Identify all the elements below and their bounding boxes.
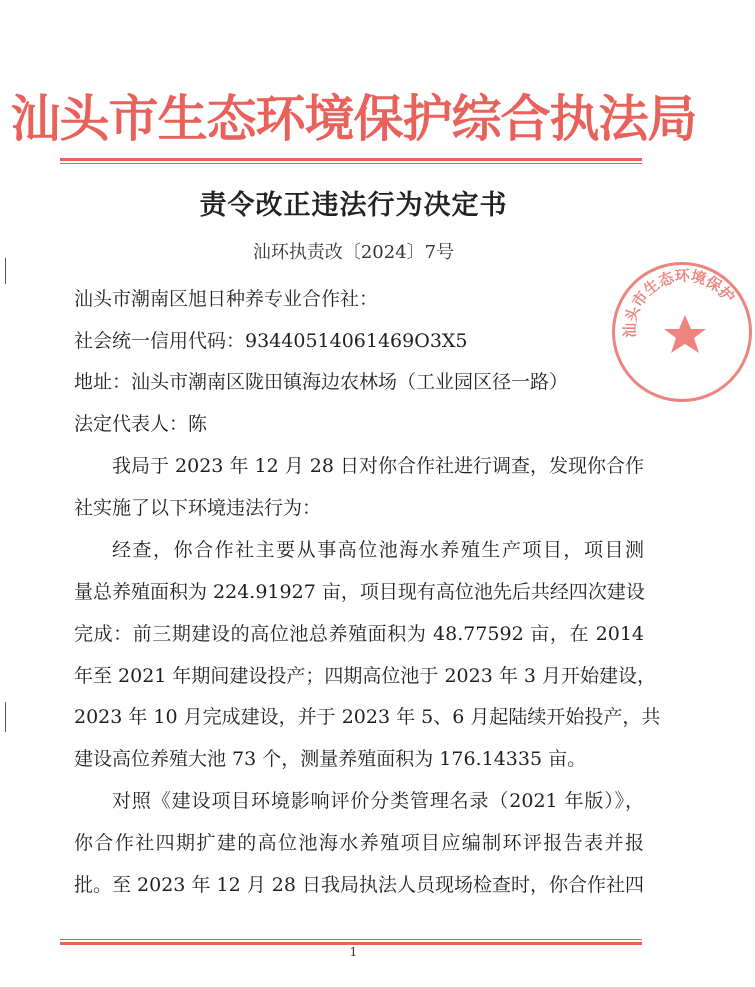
paragraph-2-line-1: 经查，你合作社主要从事高位池海水养殖生产项目，项目测: [112, 539, 644, 561]
paragraph-2-line-3: 完成：前三期建设的高位池总养殖面积为 48.77592 亩，在 2014: [74, 623, 644, 645]
scan-margin-mark: [5, 702, 6, 732]
agency-letterhead-title: 汕头市生态环境保护综合执法局: [10, 89, 697, 148]
paragraph-1-line-1: 我局于 2023 年 12 月 28 日对你合作社进行调查，发现你合作: [112, 455, 644, 477]
document-number: 汕环执责改〔2024〕7号: [252, 242, 455, 263]
paragraph-1-line-2: 社实施了以下环境违法行为：: [74, 497, 322, 519]
paragraph-2-line-6: 建设高位养殖大池 73 个，测量养殖面积为 176.14335 亩。: [74, 748, 587, 770]
letterhead-rule-thick: [60, 158, 642, 161]
document-title: 责令改正违法行为决定书: [199, 190, 508, 221]
paragraph-2-line-2: 量总养殖面积为 224.91927 亩，项目现有高位池先后共经四次建设: [74, 581, 645, 603]
recipient-name: 汕头市潮南区旭日种养专业合作社：: [74, 288, 379, 310]
scan-margin-mark: [5, 258, 6, 284]
letterhead-rule-thin: [60, 163, 642, 164]
paragraph-3-line-2: 你合作社四期扩建的高位池海水养殖项目应编制环评报告表并报: [74, 832, 644, 854]
paragraph-3-line-1: 对照《建设项目环境影响评价分类管理名录（2021 年版）》，: [112, 790, 644, 812]
paragraph-2-line-4: 年至 2021 年期间建设投产；四期高位池于 2023 年 3 月开始建设，: [74, 665, 657, 687]
seal-star-icon: [664, 315, 706, 353]
legal-representative: 法定代表人：陈: [74, 413, 208, 435]
page-number: 1: [349, 945, 358, 959]
recipient-address: 地址：汕头市潮南区陇田镇海边农林场（工业园区径一路）: [74, 371, 569, 393]
credit-code: 社会统一信用代码：93440514061469O3X5: [74, 330, 468, 352]
paragraph-3-line-3: 批。至 2023 年 12 月 28 日我局执法人员现场检查时，你合作社四: [74, 874, 644, 896]
footer-rule-thin: [60, 939, 642, 940]
seal-text: 汕头市生态环境保护: [620, 266, 739, 338]
paragraph-2-line-5: 2023 年 10 月完成建设，并于 2023 年 5、6 月起陆续开始投产，共: [74, 706, 661, 728]
